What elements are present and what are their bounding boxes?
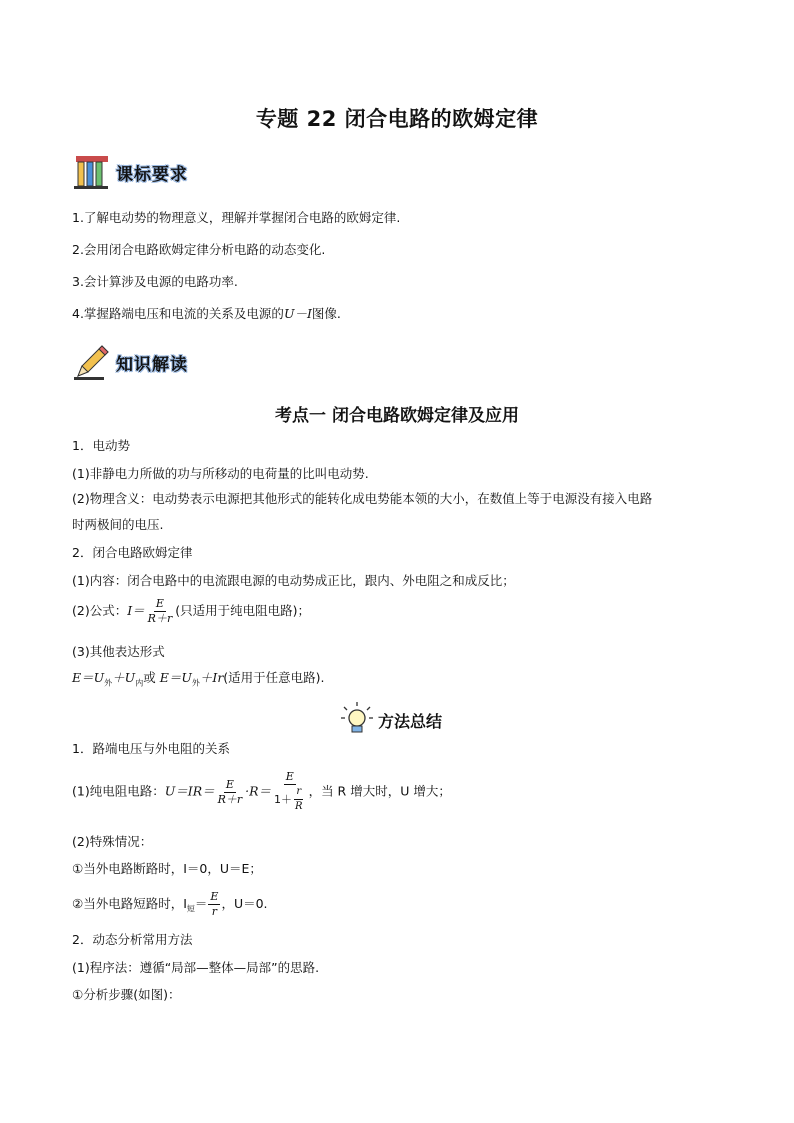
- m1-open-circuit: ①当外电路断路时，I＝0，U＝E；: [72, 861, 262, 876]
- s2-expression: $E=U_外+U_内$或 $E=U_外+Ir$(适用于任意电路).: [72, 670, 325, 688]
- section-heading: 考点一 闭合电路欧姆定律及应用: [275, 406, 519, 426]
- banner-knowledge-interpretation: [72, 340, 188, 384]
- m1-heading: 1．路端电压与外电阻的关系: [72, 741, 230, 756]
- requirement-1: 1.了解电动势的物理意义，理解并掌握闭合电路的欧姆定律.: [72, 210, 401, 225]
- fraction: E 1＋ $\frac{r}{R}$: [274, 770, 303, 812]
- s1-paragraph-2b: 时两极间的电压.: [72, 517, 164, 532]
- s1-paragraph-1: (1)非静电力所做的功与所移动的电荷量的比叫电动势.: [72, 466, 369, 481]
- m2-procedure: (1)程序法：遵循“局部—整体—局部”的思路.: [72, 960, 320, 975]
- s1-paragraph-2a: (2)物理含义：电动势表示电源把其他形式的能转化成电势能本领的大小，在数值上等于电源没有接入电路: [72, 491, 653, 506]
- lightbulb-icon: [340, 701, 374, 739]
- m1-pure-resistance: (1)纯电阻电路：U＝IR＝ $\frac{E}{R+r}$ ·R＝ E 1＋ $\frac{r}{R}$ ，当 R 增大时，U 增大；: [72, 770, 451, 812]
- fraction: $\frac{E}{r}$: [210, 890, 219, 918]
- banner-label: 知识解读: [116, 354, 188, 375]
- fraction: $\frac{E}{R+r}$: [147, 597, 173, 625]
- s2-content: (1)内容：闭合电路中的电流跟电源的电动势成正比，跟内、外电阻之和成反比；: [72, 573, 515, 588]
- requirement-4: 4.掌握路端电压和电流的关系及电源的U－I图像.: [72, 306, 341, 321]
- s2-other-forms: (3)其他表达形式: [72, 644, 165, 659]
- method-summary-badge: [340, 701, 442, 739]
- m1-special-cases: (2)特殊情况：: [72, 834, 153, 849]
- s1-heading: 1．电动势: [72, 438, 130, 453]
- requirement-3: 3.会计算涉及电源的电路功率.: [72, 274, 238, 289]
- pencil-icon: [72, 342, 112, 382]
- method-summary-label: 方法总结: [378, 711, 443, 731]
- requirement-2: 2.会用闭合电路欧姆定律分析电路的动态变化.: [72, 242, 326, 257]
- s2-heading: 2．闭合电路欧姆定律: [72, 545, 193, 560]
- banner-curriculum-requirements: [72, 150, 188, 194]
- ui-symbol: U－I: [283, 306, 312, 321]
- m2-steps: ①分析步骤(如图)：: [72, 987, 181, 1002]
- test-tubes-icon: [72, 152, 112, 192]
- page-title: 专题 22 闭合电路的欧姆定律: [255, 107, 539, 131]
- s2-formula: (2)公式：I＝ $\frac{E}{R+r}$ (只适用于纯电阻电路)；: [72, 597, 310, 625]
- m1-short-circuit: ②当外电路短路时，$I_短=$ $\frac{E}{r}$ ，U＝0.: [72, 890, 268, 918]
- m2-heading: 2．动态分析常用方法: [72, 932, 193, 947]
- fraction: $\frac{E}{R+r}$: [217, 777, 243, 806]
- banner-label: 课标要求: [116, 164, 188, 185]
